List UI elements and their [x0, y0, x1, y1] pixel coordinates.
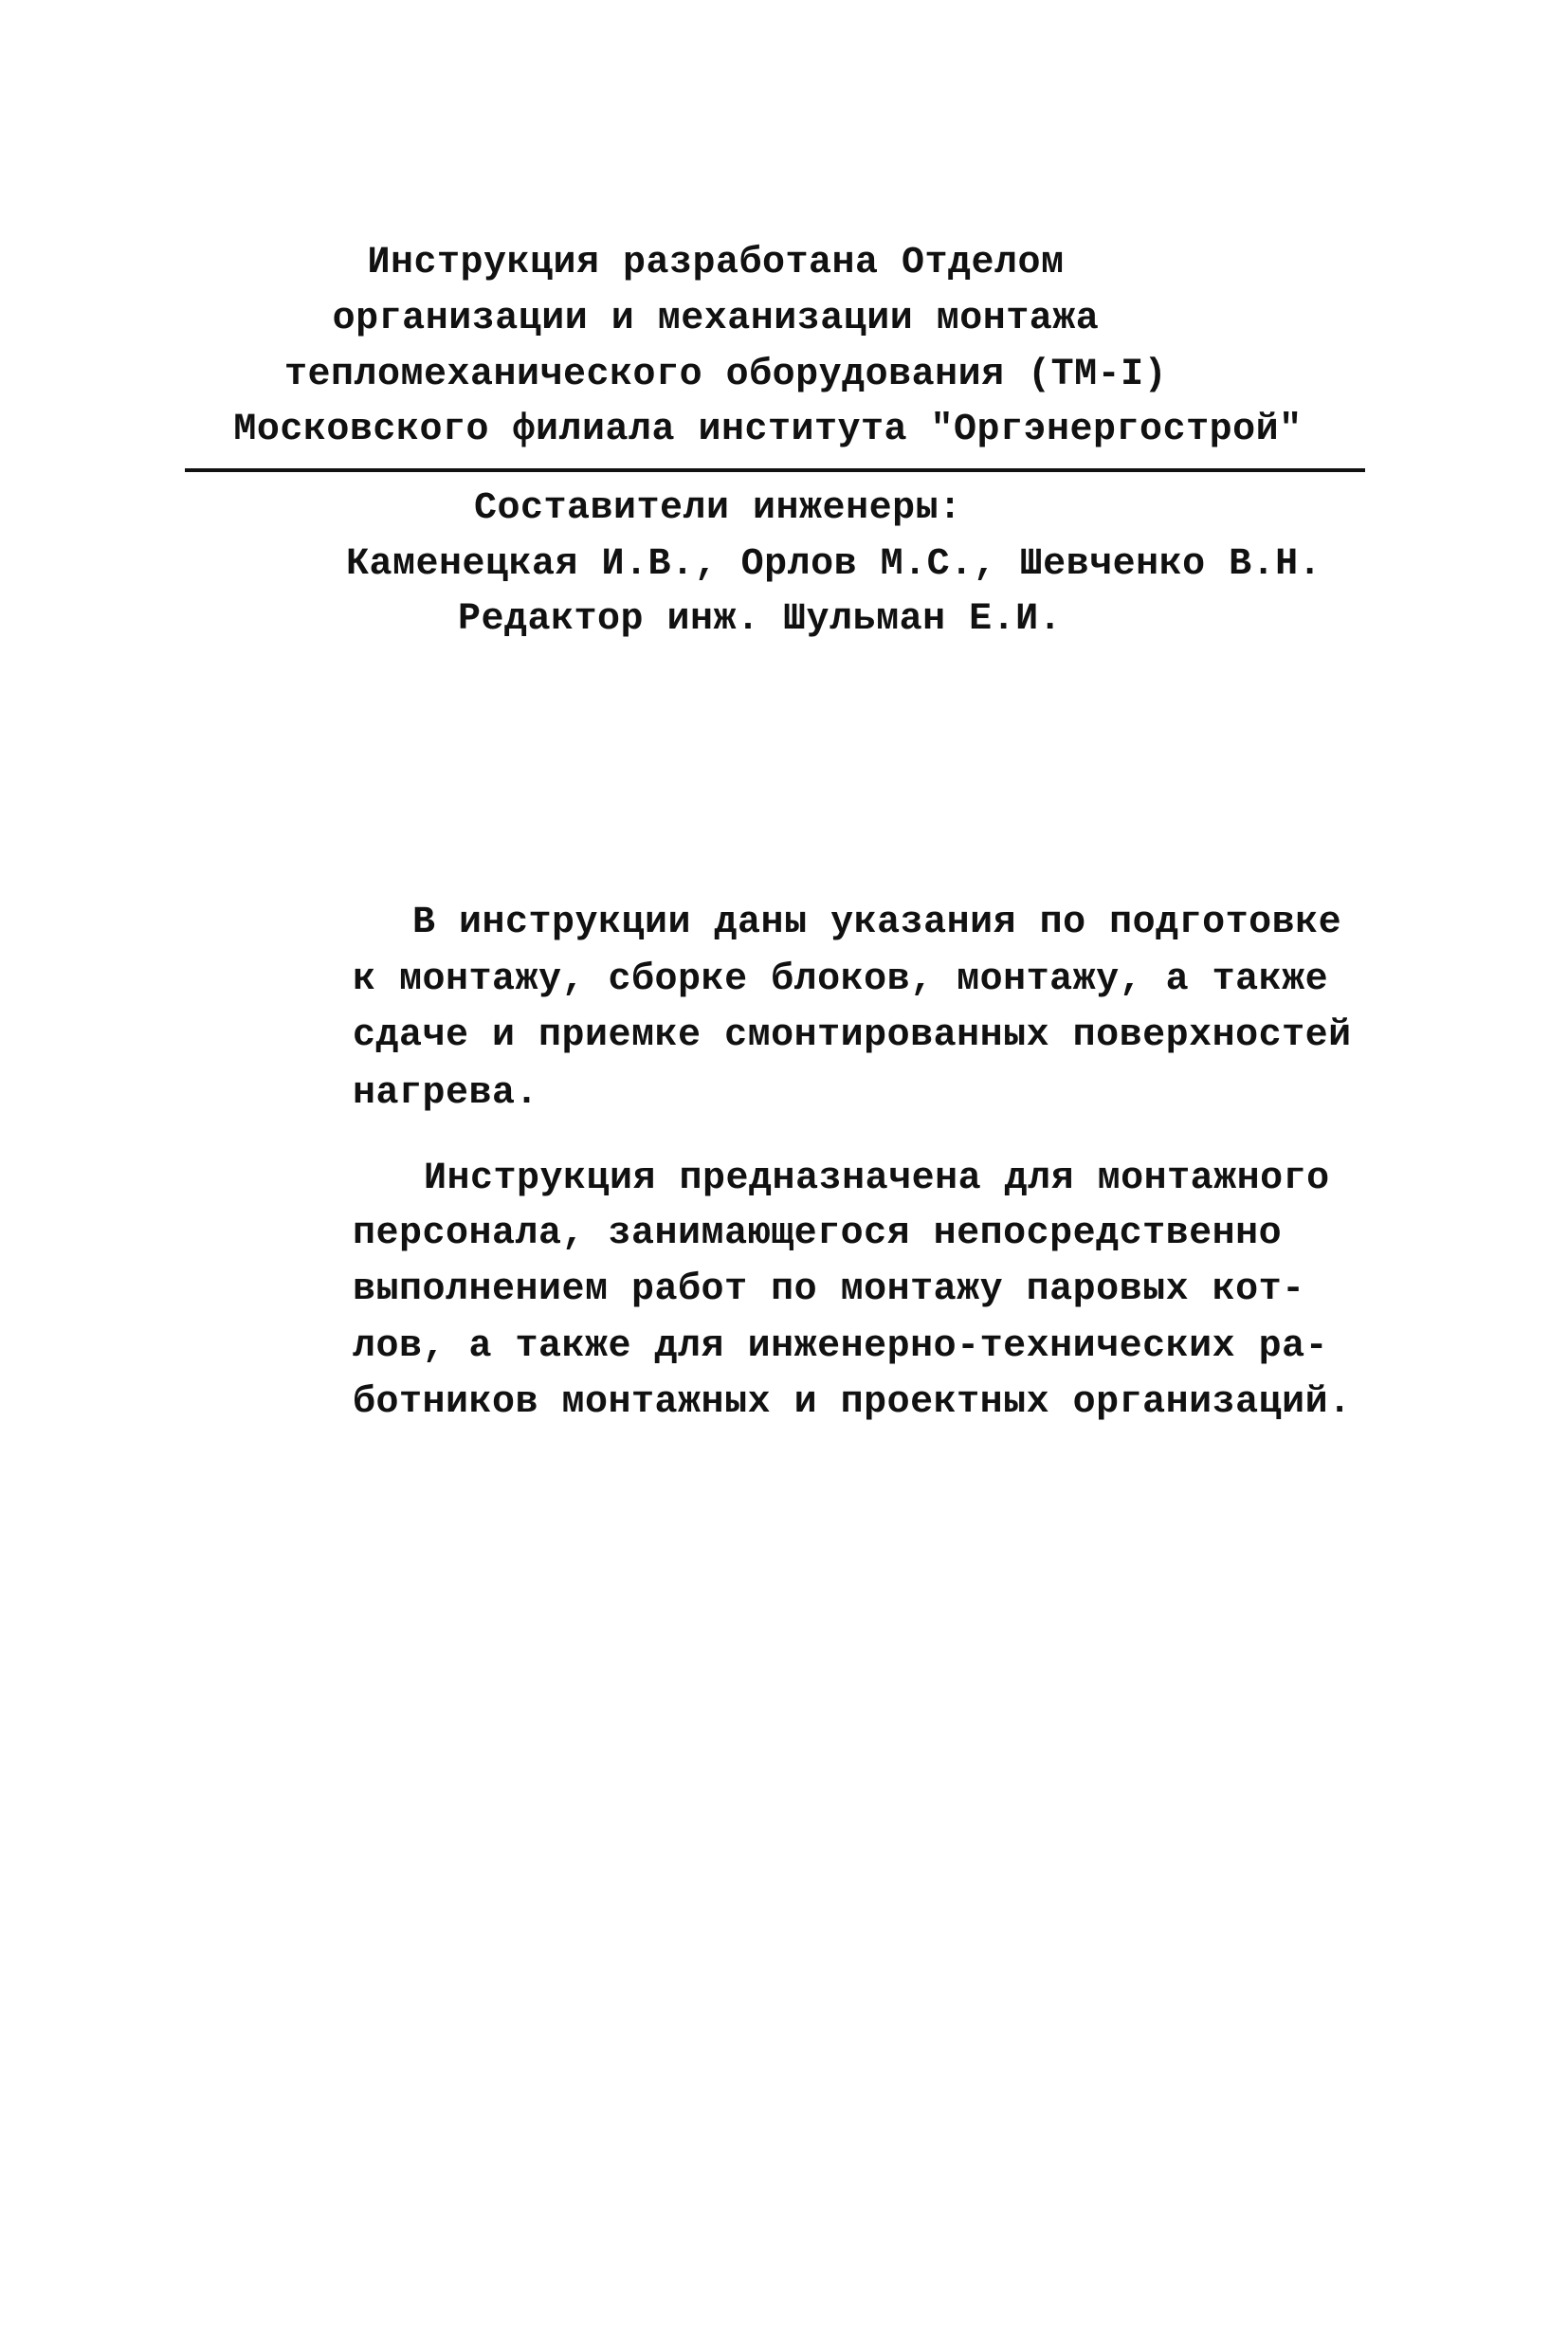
header-line-1: Инструкция разработана Отделом — [367, 242, 1065, 284]
credits-heading: Составители инженеры: — [474, 487, 962, 530]
summary-p2-line-5: ботников монтажных и проектных организаций. — [353, 1381, 1352, 1424]
credits-editor: Редактор инж. Шульман Е.И. — [458, 598, 1063, 641]
summary-p1-line-2: к монтажу, сборке блоков, монтажу, а также — [353, 958, 1329, 1001]
header-divider — [185, 468, 1365, 472]
summary-p2-line-1: Инструкция предназначена для монтажного — [424, 1158, 1330, 1200]
summary-p1-line-4: нагрева. — [353, 1072, 539, 1115]
summary-p1-line-3: сдаче и приемке смонтированных поверхностей — [353, 1014, 1352, 1057]
summary-p2-line-4: лов, а также для инженерно-технических ра- — [353, 1325, 1329, 1368]
header-line-3: тепломеханического оборудования (ТМ-I) — [284, 354, 1168, 396]
summary-p2-line-3: выполнением работ по монтажу паровых кот- — [353, 1268, 1305, 1311]
header-line-2: организации и механизации монтажа — [332, 298, 1100, 340]
summary-p1-line-1: В инструкции даны указания по подготовке — [412, 902, 1342, 944]
summary-p2-line-2: персонала, занимающегося непосредственно — [353, 1212, 1283, 1255]
credits-authors: Каменецкая И.В., Орлов М.С., Шевченко В.Н. — [346, 543, 1322, 586]
header-line-4: Московского филиала института "Оргэнергострой" — [233, 409, 1303, 451]
